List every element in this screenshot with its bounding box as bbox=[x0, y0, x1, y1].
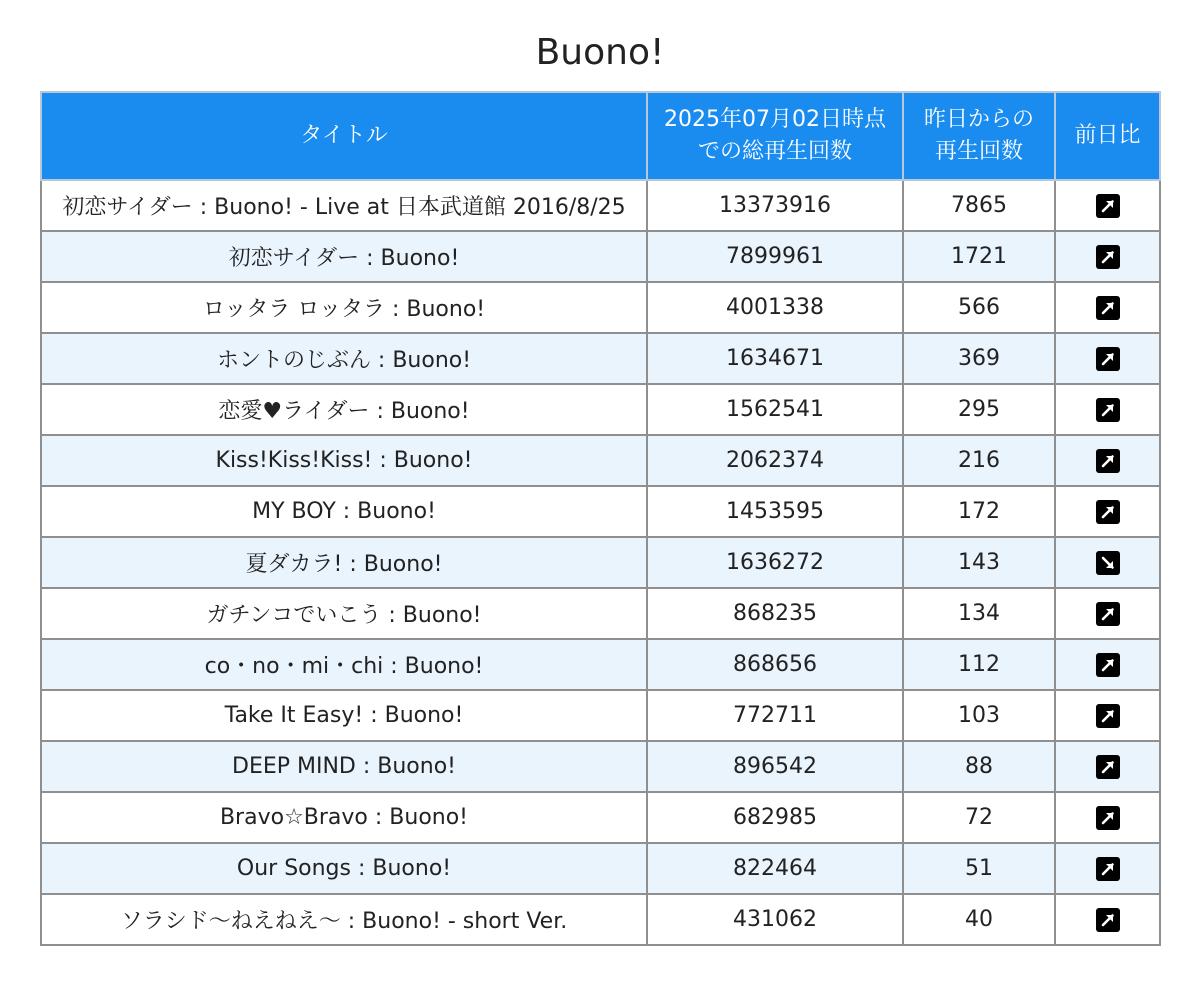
up-right-arrow-icon bbox=[1096, 347, 1120, 371]
table-row bbox=[41, 690, 1160, 741]
song-title-cell: 初恋サイダー : Buono! bbox=[41, 231, 647, 282]
header-total-plays bbox=[647, 92, 903, 180]
song-title-cell: ガチンコでいこう : Buono! bbox=[41, 588, 647, 639]
trend-cell bbox=[1055, 741, 1160, 792]
daily-plays-cell: 88 bbox=[903, 741, 1055, 792]
daily-plays-cell: 1721 bbox=[903, 231, 1055, 282]
song-title-cell: ロッタラ ロッタラ : Buono! bbox=[41, 282, 647, 333]
trend-cell bbox=[1055, 231, 1160, 282]
trend-cell bbox=[1055, 180, 1160, 231]
total-plays-cell: 13373916 bbox=[647, 180, 903, 231]
total-plays-cell: 822464 bbox=[647, 843, 903, 894]
header-trend bbox=[1055, 92, 1160, 180]
table-row bbox=[41, 741, 1160, 792]
daily-plays-cell: 134 bbox=[903, 588, 1055, 639]
song-title-cell: Our Songs : Buono! bbox=[41, 843, 647, 894]
daily-plays-cell: 566 bbox=[903, 282, 1055, 333]
song-title-cell: Take It Easy! : Buono! bbox=[41, 690, 647, 741]
table-row bbox=[41, 537, 1160, 588]
song-title-cell: Kiss!Kiss!Kiss! : Buono! bbox=[41, 435, 647, 486]
daily-plays-cell: 112 bbox=[903, 639, 1055, 690]
up-right-arrow-icon bbox=[1096, 857, 1120, 881]
ranking-body bbox=[41, 180, 1160, 945]
table-row bbox=[41, 435, 1160, 486]
table-row bbox=[41, 231, 1160, 282]
song-title-cell: MY BOY : Buono! bbox=[41, 486, 647, 537]
up-right-arrow-icon bbox=[1096, 806, 1120, 830]
trend-cell bbox=[1055, 588, 1160, 639]
header-total-plays-line2: での総再生回数 bbox=[697, 139, 852, 164]
header-trend-label: 前日比 bbox=[1074, 123, 1141, 148]
daily-plays-cell: 295 bbox=[903, 384, 1055, 435]
table-row bbox=[41, 639, 1160, 690]
song-title-cell: DEEP MIND : Buono! bbox=[41, 741, 647, 792]
daily-plays-cell: 51 bbox=[903, 843, 1055, 894]
total-plays-cell: 772711 bbox=[647, 690, 903, 741]
up-right-arrow-icon bbox=[1096, 449, 1120, 473]
ranking-table bbox=[40, 91, 1161, 946]
trend-cell bbox=[1055, 435, 1160, 486]
total-plays-cell: 868656 bbox=[647, 639, 903, 690]
daily-plays-cell: 369 bbox=[903, 333, 1055, 384]
song-title-cell: ホントのじぶん : Buono! bbox=[41, 333, 647, 384]
header-daily-plays-line2: 再生回数 bbox=[934, 139, 1023, 164]
down-right-arrow-icon bbox=[1096, 551, 1120, 575]
table-row bbox=[41, 843, 1160, 894]
table-row bbox=[41, 333, 1160, 384]
daily-plays-cell: 216 bbox=[903, 435, 1055, 486]
table-row bbox=[41, 486, 1160, 537]
trend-cell bbox=[1055, 894, 1160, 945]
song-title-cell: co・no・mi・chi : Buono! bbox=[41, 639, 647, 690]
trend-cell bbox=[1055, 843, 1160, 894]
total-plays-cell: 4001338 bbox=[647, 282, 903, 333]
header-daily-plays bbox=[903, 92, 1055, 180]
up-right-arrow-icon bbox=[1096, 398, 1120, 422]
up-right-arrow-icon bbox=[1096, 908, 1120, 932]
trend-cell bbox=[1055, 486, 1160, 537]
header-title-label: タイトル bbox=[300, 123, 388, 148]
song-title-cell: ソラシド〜ねえねえ〜 : Buono! - short Ver. bbox=[41, 894, 647, 945]
table-row bbox=[41, 180, 1160, 231]
song-title-cell: 恋愛♥ライダー : Buono! bbox=[41, 384, 647, 435]
trend-cell bbox=[1055, 690, 1160, 741]
up-right-arrow-icon bbox=[1096, 245, 1120, 269]
total-plays-cell: 896542 bbox=[647, 741, 903, 792]
up-right-arrow-icon bbox=[1096, 602, 1120, 626]
header-daily-plays-line1: 昨日からの bbox=[923, 107, 1034, 132]
up-right-arrow-icon bbox=[1096, 296, 1120, 320]
daily-plays-cell: 143 bbox=[903, 537, 1055, 588]
trend-cell bbox=[1055, 537, 1160, 588]
table-row bbox=[41, 894, 1160, 945]
daily-plays-cell: 103 bbox=[903, 690, 1055, 741]
total-plays-cell: 431062 bbox=[647, 894, 903, 945]
up-right-arrow-icon bbox=[1096, 755, 1120, 779]
trend-cell bbox=[1055, 639, 1160, 690]
total-plays-cell: 7899961 bbox=[647, 231, 903, 282]
total-plays-cell: 2062374 bbox=[647, 435, 903, 486]
up-right-arrow-icon bbox=[1096, 653, 1120, 677]
table-header-row bbox=[41, 92, 1160, 180]
song-title-cell: 夏ダカラ! : Buono! bbox=[41, 537, 647, 588]
trend-cell bbox=[1055, 333, 1160, 384]
total-plays-cell: 1562541 bbox=[647, 384, 903, 435]
total-plays-cell: 1453595 bbox=[647, 486, 903, 537]
table-row bbox=[41, 282, 1160, 333]
header-title bbox=[41, 92, 647, 180]
total-plays-cell: 1634671 bbox=[647, 333, 903, 384]
total-plays-cell: 682985 bbox=[647, 792, 903, 843]
header-total-plays-line1: 2025年07月02日時点 bbox=[664, 107, 886, 132]
song-title-cell: 初恋サイダー : Buono! - Live at 日本武道館 2016/8/25 bbox=[41, 180, 647, 231]
daily-plays-cell: 172 bbox=[903, 486, 1055, 537]
trend-cell bbox=[1055, 282, 1160, 333]
trend-cell bbox=[1055, 384, 1160, 435]
daily-plays-cell: 72 bbox=[903, 792, 1055, 843]
table-row bbox=[41, 588, 1160, 639]
total-plays-cell: 1636272 bbox=[647, 537, 903, 588]
table-row bbox=[41, 792, 1160, 843]
daily-plays-cell: 7865 bbox=[903, 180, 1055, 231]
daily-plays-cell: 40 bbox=[903, 894, 1055, 945]
trend-cell bbox=[1055, 792, 1160, 843]
up-right-arrow-icon bbox=[1096, 704, 1120, 728]
table-row bbox=[41, 384, 1160, 435]
song-title-cell: Bravo☆Bravo : Buono! bbox=[41, 792, 647, 843]
total-plays-cell: 868235 bbox=[647, 588, 903, 639]
page-title: Buono! bbox=[535, 32, 665, 73]
up-right-arrow-icon bbox=[1096, 194, 1120, 218]
up-right-arrow-icon bbox=[1096, 500, 1120, 524]
